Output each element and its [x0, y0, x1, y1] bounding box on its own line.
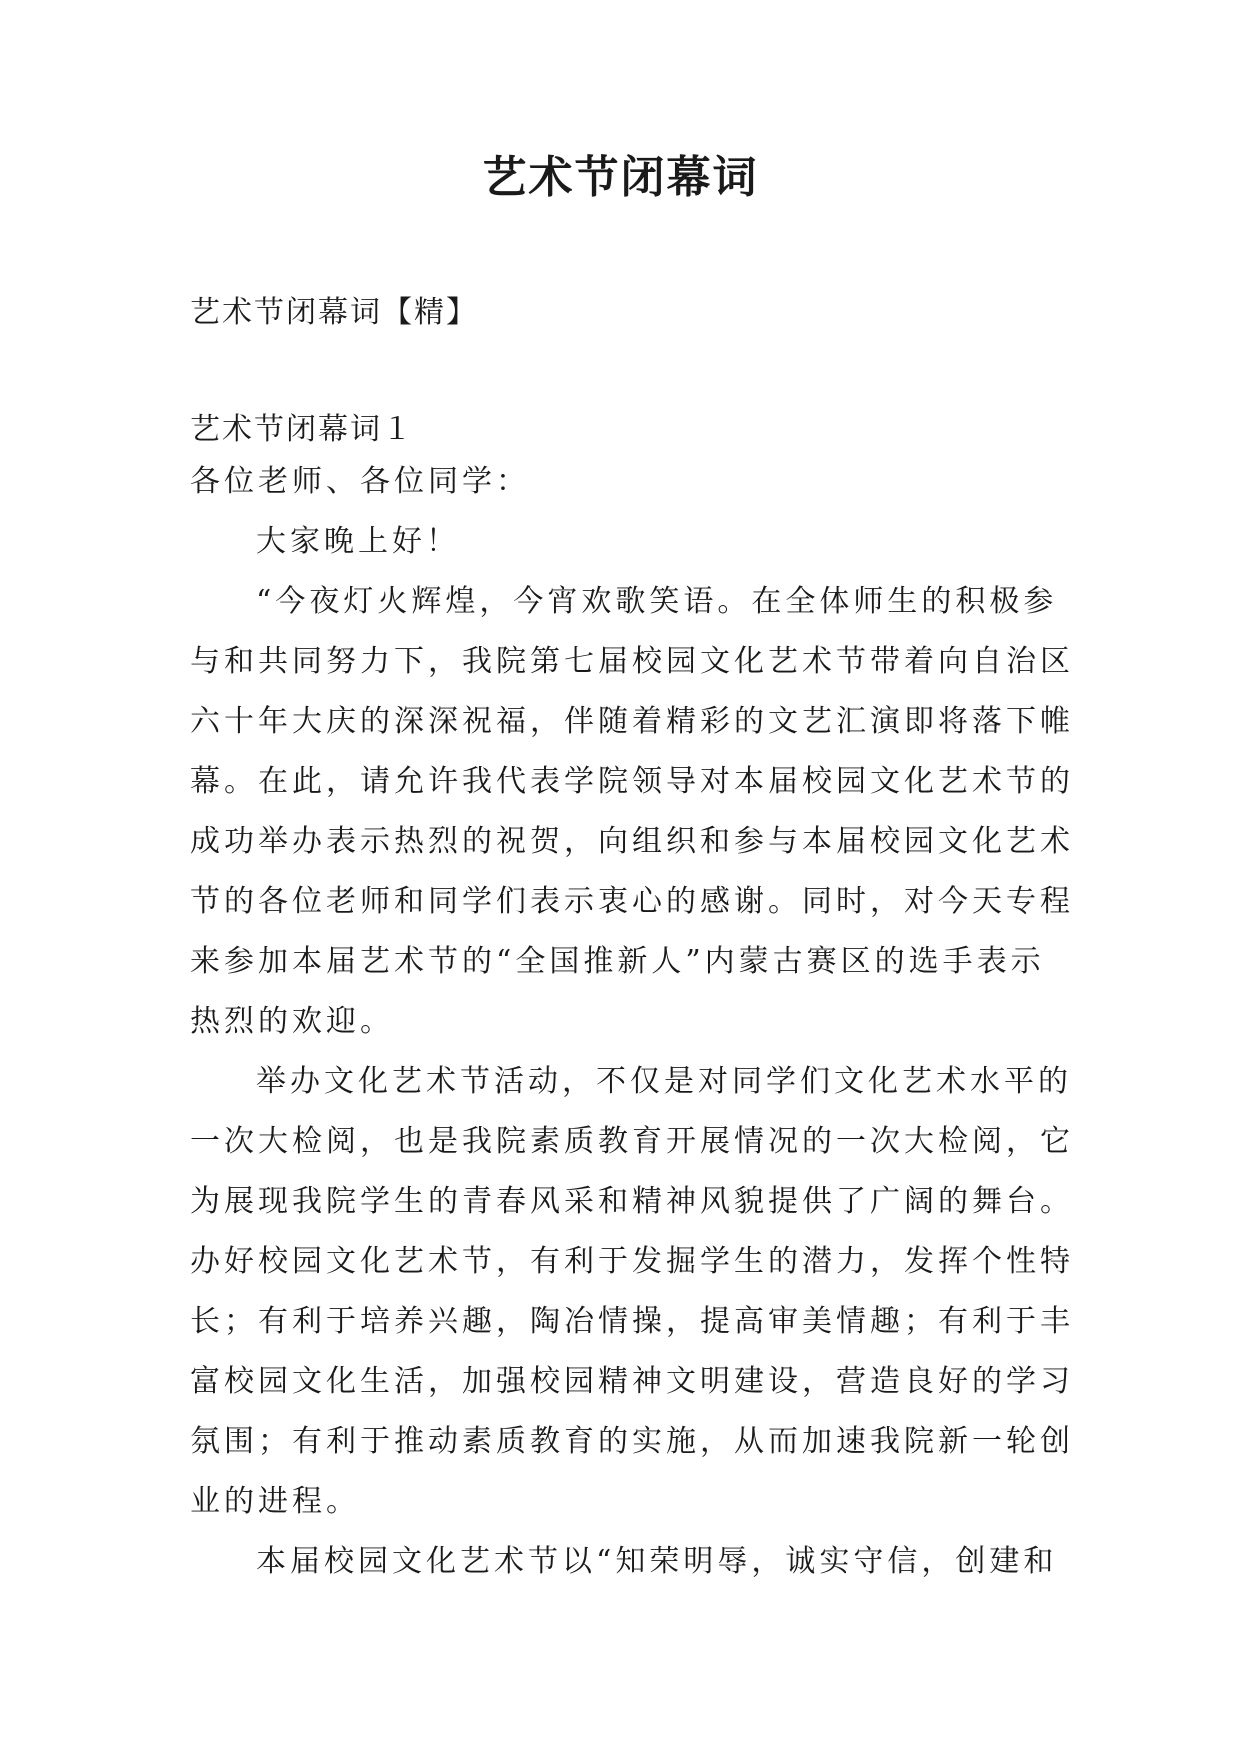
greeting: 大家晚上好！ [256, 524, 460, 559]
body-line: 本届校园文化艺术节以“知荣明辱，诚实守信，创建和 [256, 1544, 1058, 1579]
body-line: 富校园文化生活，加强校园精神文明建设，营造良好的学习 [190, 1364, 1074, 1399]
body-line: 热烈的欢迎。 [190, 1004, 394, 1039]
document-subtitle: 艺术节闭幕词【精】 [190, 295, 478, 330]
body-line: 幕。在此，请允许我代表学院领导对本届校园文化艺术节的 [190, 764, 1074, 799]
body-line: 来参加本届艺术节的“全国推新人”内蒙古赛区的选手表示 [190, 944, 1045, 979]
body-line: 一次大检阅，也是我院素质教育开展情况的一次大检阅，它 [190, 1124, 1074, 1159]
body-line: 举办文化艺术节活动，不仅是对同学们文化艺术水平的 [256, 1064, 1072, 1099]
body-line: 为展现我院学生的青春风采和精神风貌提供了广阔的舞台。 [190, 1184, 1074, 1219]
body-line: 办好校园文化艺术节，有利于发掘学生的潜力，发挥个性特 [190, 1244, 1074, 1279]
body-line: 六十年大庆的深深祝福，伴随着精彩的文艺汇演即将落下帷 [190, 704, 1074, 739]
body-line: 氛围；有利于推动素质教育的实施，从而加速我院新一轮创 [190, 1424, 1074, 1459]
body-line: 与和共同努力下，我院第七届校园文化艺术节带着向自治区 [190, 644, 1074, 679]
section-heading: 艺术节闭幕词１ [190, 412, 414, 447]
body-line: “今夜灯火辉煌，今宵欢歌笑语。在全体师生的积极参 [256, 584, 1058, 619]
body-line: 业的进程。 [190, 1484, 360, 1519]
document-title: 艺术节闭幕词 [482, 152, 759, 203]
body-line: 长；有利于培养兴趣，陶冶情操，提高审美情趣；有利于丰 [190, 1304, 1074, 1339]
salutation: 各位老师、各位同学： [190, 464, 530, 499]
body-line: 成功举办表示热烈的祝贺，向组织和参与本届校园文化艺术 [190, 824, 1074, 859]
body-line: 节的各位老师和同学们表示衷心的感谢。同时，对今天专程 [190, 884, 1074, 919]
